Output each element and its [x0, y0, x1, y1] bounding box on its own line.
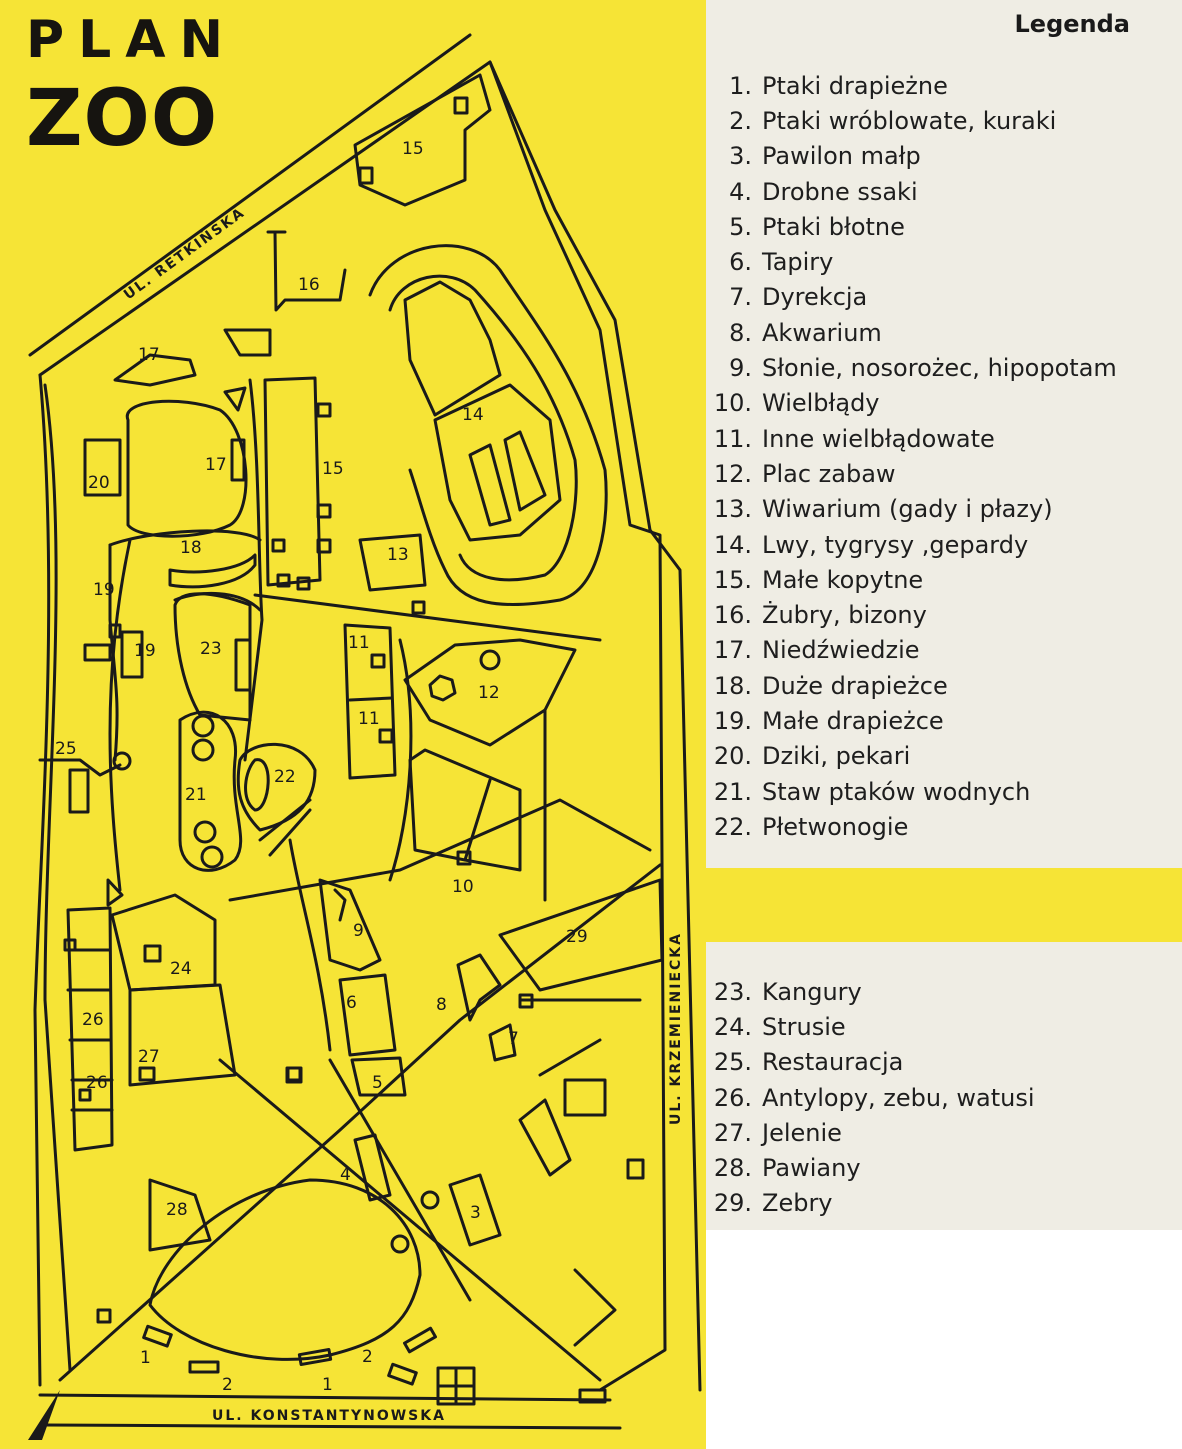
map-label: 16: [298, 275, 320, 295]
legend-item-number: 2.: [729, 106, 752, 135]
map-label: 6: [346, 993, 357, 1013]
legend-separator-band: [706, 868, 1182, 942]
legend-item-number: 10.: [713, 389, 752, 418]
legend-item-number: 27.: [713, 1118, 752, 1147]
map-label: 13: [387, 545, 409, 565]
legend-item-label: Dyrekcja: [762, 283, 868, 312]
legend-item-label: Duże drapieżce: [762, 671, 948, 700]
legend-item-label: Plac zabaw: [762, 459, 896, 488]
map-label: 2: [362, 1347, 373, 1367]
legend-item-number: 16.: [713, 601, 752, 630]
legend-item: [0, 809, 1117, 844]
legend-item: [0, 244, 1117, 279]
legend-item: [0, 1080, 1034, 1115]
legend-item-label: Wiwarium (gady i płazy): [762, 495, 1053, 524]
legend-item-label: Antylopy, zebu, watusi: [762, 1083, 1035, 1112]
legend-item: [0, 1150, 1034, 1185]
map-label: 24: [170, 959, 192, 979]
legend-item: [0, 597, 1117, 632]
legend-item-label: Małe kopytne: [762, 565, 924, 594]
legend-item-number: 25.: [713, 1048, 752, 1077]
legend-item-number: 29.: [713, 1189, 752, 1218]
map-label: 15: [322, 459, 344, 479]
legend-item-label: Ptaki błotne: [762, 212, 905, 241]
legend-item: [0, 774, 1117, 809]
map-label: 5: [372, 1073, 383, 1093]
legend-item-label: Kangury: [762, 977, 862, 1006]
map-title-plan: PLAN: [26, 10, 238, 70]
legend-item: [0, 174, 1117, 209]
legend-item: [0, 562, 1117, 597]
legend-list-main: [0, 68, 1117, 845]
legend-item: [0, 492, 1117, 527]
legend-item: [0, 668, 1117, 703]
map-label: 11: [358, 709, 380, 729]
map-label: 3: [470, 1203, 481, 1223]
map-label: 19: [134, 641, 156, 661]
map-label: 7: [508, 1029, 519, 1049]
legend-item-number: 21.: [713, 777, 752, 806]
legend-item-label: Pawilon małp: [762, 142, 921, 171]
map-title-zoo: ZOO: [26, 74, 219, 164]
legend-item-number: 5.: [729, 212, 752, 241]
map-label: 23: [200, 639, 222, 659]
legend-item-label: Ptaki wróblowate, kuraki: [762, 106, 1057, 135]
legend-item-label: Inne wielbłądowate: [762, 424, 995, 453]
map-label: 26: [86, 1073, 108, 1093]
legend-item-label: Pawiany: [762, 1154, 861, 1183]
legend-item: [0, 456, 1117, 491]
legend-item-label: Dziki, pekari: [762, 742, 911, 771]
legend-item-number: 18.: [713, 671, 752, 700]
legend-item-number: 12.: [713, 459, 752, 488]
legend-item-number: 28.: [713, 1154, 752, 1183]
map-label: 11: [348, 633, 370, 653]
legend-item-label: Restauracja: [762, 1048, 904, 1077]
legend-item: [0, 527, 1117, 562]
legend-item-label: Tapiry: [762, 248, 834, 277]
map-label: 19: [93, 580, 115, 600]
map-label: 4: [340, 1165, 351, 1185]
legend-item-label: Akwarium: [762, 318, 882, 347]
street-konstantynowska: UL. KONSTANTYNOWSKA: [212, 1408, 446, 1424]
legend-item-number: 23.: [713, 977, 752, 1006]
legend-item: [0, 139, 1117, 174]
legend-heading: Legenda: [1014, 10, 1130, 38]
map-label: 15: [402, 139, 424, 159]
legend-item-label: Drobne ssaki: [762, 177, 918, 206]
legend-item-number: 1.: [729, 71, 752, 100]
legend-item: [0, 739, 1117, 774]
legend-item-number: 22.: [713, 812, 752, 841]
legend-item-label: Zebry: [762, 1189, 833, 1218]
map-label: 1: [322, 1375, 333, 1395]
legend-item: [0, 68, 1117, 103]
map-label: 29: [566, 927, 588, 947]
legend-item: [0, 974, 1034, 1009]
legend-item-number: 17.: [713, 636, 752, 665]
legend-item: [0, 1115, 1034, 1150]
legend-item-label: Słonie, nosorożec, hipopotam: [762, 354, 1117, 383]
map-label: 2: [222, 1375, 233, 1395]
legend-item-label: Żubry, bizony: [762, 601, 927, 630]
legend-item-number: 8.: [729, 318, 752, 347]
legend-item: [0, 315, 1117, 350]
legend-item-number: 3.: [729, 142, 752, 171]
map-label: 14: [462, 405, 484, 425]
legend-item: [0, 103, 1117, 138]
legend-item: [0, 386, 1117, 421]
legend-item: [0, 1186, 1034, 1221]
legend-item-label: Małe drapieżce: [762, 706, 944, 735]
map-label: 20: [88, 473, 110, 493]
street-krzemieniecka: UL. KRZEMIENIECKA: [668, 932, 684, 1125]
legend-item-label: Staw ptaków wodnych: [762, 777, 1031, 806]
legend-item-label: Strusie: [762, 1012, 846, 1041]
legend-item-label: Jelenie: [762, 1118, 842, 1147]
map-label: 10: [452, 877, 474, 897]
legend-item: [0, 421, 1117, 456]
south-road-bottom: [45, 1425, 620, 1428]
map-label: 17: [138, 345, 160, 365]
legend-item-number: 11.: [713, 424, 752, 453]
legend-item-label: Lwy, tygrysy ,gepardy: [762, 530, 1029, 559]
legend-item-label: Niedźwiedzie: [762, 636, 920, 665]
legend-item-number: 7.: [729, 283, 752, 312]
legend-item-number: 24.: [713, 1012, 752, 1041]
legend-item: [0, 703, 1117, 738]
legend-item: [0, 633, 1117, 668]
legend-item-number: 9.: [729, 354, 752, 383]
legend-item: [0, 280, 1117, 315]
map-label: 1: [140, 1348, 151, 1368]
map-label: 12: [478, 683, 500, 703]
map-label: 21: [185, 785, 207, 805]
map-label: 28: [166, 1200, 188, 1220]
legend-item: [0, 1045, 1034, 1080]
legend-item: [0, 1009, 1034, 1044]
south-road-top: [40, 1395, 610, 1400]
legend-item-label: Wielbłądy: [762, 389, 880, 418]
legend-list-secondary: [0, 974, 1034, 1221]
map-label: 22: [274, 767, 296, 787]
legend-item-number: 4.: [729, 177, 752, 206]
map-label: 17: [205, 455, 227, 475]
map-label: 8: [436, 995, 447, 1015]
legend-item-number: 19.: [713, 706, 752, 735]
legend-item-number: 6.: [729, 248, 752, 277]
legend-item-label: Płetwonogie: [762, 812, 909, 841]
legend-item-number: 20.: [713, 742, 752, 771]
legend-item: [0, 350, 1117, 385]
map-label: 18: [180, 538, 202, 558]
legend-item-number: 26.: [713, 1083, 752, 1112]
legend-item-number: 13.: [713, 495, 752, 524]
map-label: 25: [55, 739, 77, 759]
legend-item-number: 14.: [713, 530, 752, 559]
legend-item-label: Ptaki drapieżne: [762, 71, 948, 100]
map-label: 26: [82, 1010, 104, 1030]
legend-item-number: 15.: [713, 565, 752, 594]
north-arrow-icon: [28, 1390, 60, 1440]
legend-item: [0, 209, 1117, 244]
street-retkinska: UL. RETKIŃSKA: [120, 204, 249, 304]
map-label: 9: [353, 921, 364, 941]
map-label: 27: [138, 1047, 160, 1067]
